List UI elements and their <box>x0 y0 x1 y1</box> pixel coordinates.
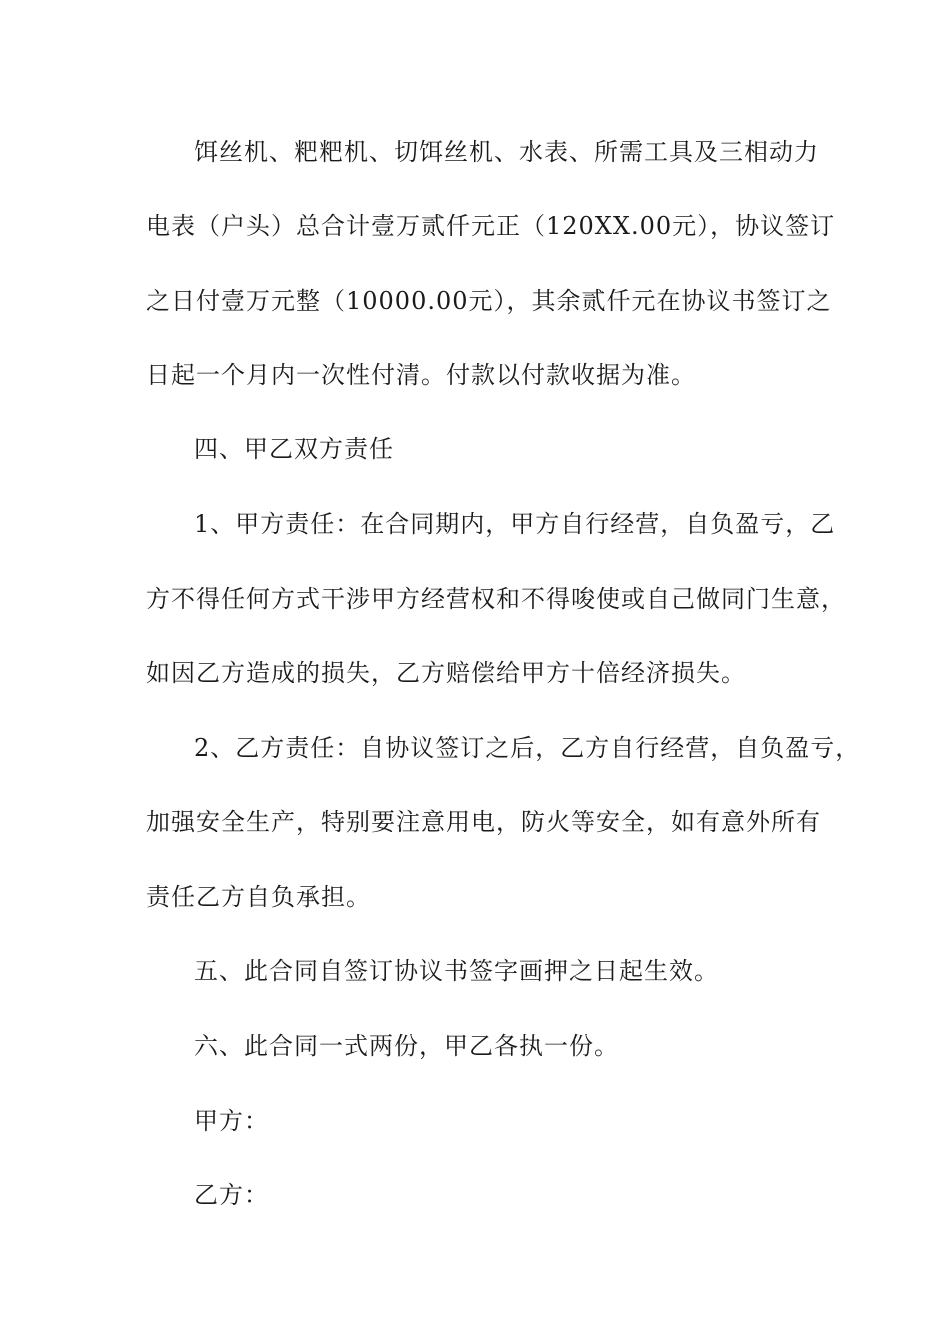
paragraph-line: 方不得任何方式干涉甲方经营权和不得唆使或自己做同门生意， <box>146 585 846 613</box>
paragraph-line: 加强安全生产，特别要注意用电，防火等安全，如有意外所有 <box>146 808 821 836</box>
paragraph-line: 六、此合同一式两份，甲乙各执一份。 <box>194 1032 619 1060</box>
party-b-label: 乙方： <box>194 1181 269 1209</box>
paragraph-line: 日起一个月内一次性付清。付款以付款收据为准。 <box>146 361 696 389</box>
section-heading: 四、甲乙双方责任 <box>194 435 394 463</box>
paragraph-line: 电表（户头）总合计壹万贰仟元正（120XX.00元），协议签订 <box>146 212 836 240</box>
paragraph-line: 2、乙方责任：自协议签订之后，乙方自行经营，自负盈亏， <box>194 734 861 762</box>
paragraph-line: 之日付壹万元整（10000.00元），其余贰仟元在协议书签订之 <box>146 287 832 315</box>
party-a-label: 甲方： <box>194 1107 269 1135</box>
paragraph-line: 五、此合同自签订协议书签字画押之日起生效。 <box>194 957 719 985</box>
paragraph-line: 1、甲方责任：在合同期内，甲方自行经营，自负盈亏，乙 <box>194 510 836 538</box>
paragraph-line: 如因乙方造成的损失，乙方赔偿给甲方十倍经济损失。 <box>146 659 746 687</box>
paragraph-line: 饵丝机、粑粑机、切饵丝机、水表、所需工具及三相动力 <box>194 138 819 166</box>
paragraph-line: 责任乙方自负承担。 <box>146 883 371 911</box>
